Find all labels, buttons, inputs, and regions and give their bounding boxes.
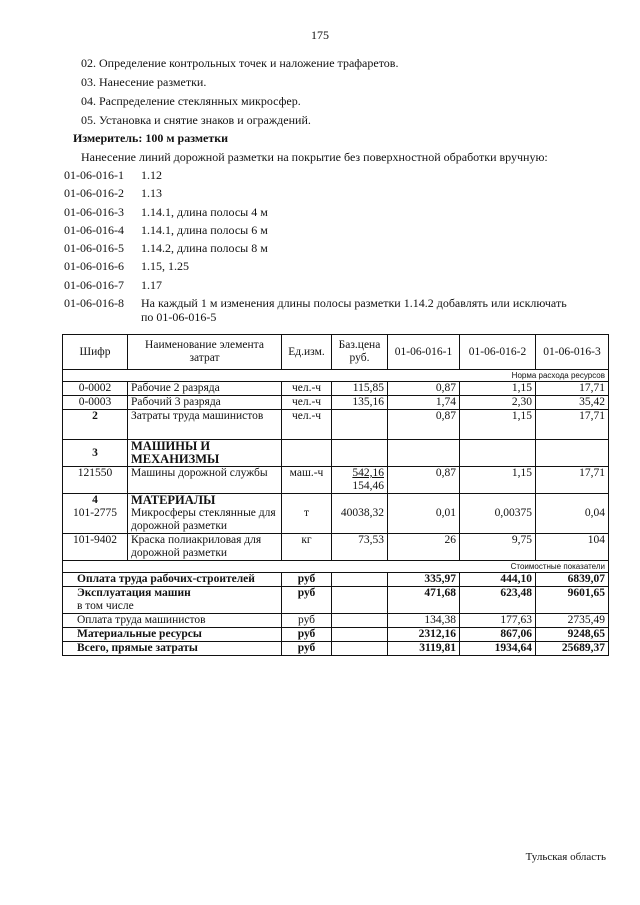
- cost-unit: руб: [282, 587, 332, 614]
- norm-caption: Норма расхода ресурсов: [63, 370, 609, 382]
- cell-v2: 1,15: [460, 410, 536, 440]
- code-5-desc: 1.14.2, длина полосы 8 м: [141, 241, 268, 255]
- section-title: МАШИНЫ И МЕХАНИЗМЫ: [128, 440, 282, 467]
- cell-unit: т: [282, 494, 332, 534]
- cost-unit: руб: [282, 614, 332, 628]
- code-7: 01-06-016-7: [64, 278, 124, 292]
- section-title: МАТЕРИАЛЫ: [131, 493, 216, 507]
- price-main: 542,16: [352, 467, 384, 479]
- cell-name: Рабочий 3 разряда: [128, 396, 282, 410]
- code-7-desc: 1.17: [141, 278, 162, 292]
- code-3: 01-06-016-3: [64, 205, 124, 219]
- cost-name: Оплата труда машинистов: [63, 614, 282, 628]
- cell-v2: 1,15: [460, 382, 536, 396]
- header-code: Шифр: [63, 335, 128, 370]
- norm-caption-row: [63, 370, 609, 382]
- cost-v3: 9601,65: [536, 587, 609, 614]
- code-3-desc: 1.14.1, длина полосы 4 м: [141, 205, 268, 219]
- measure-unit: Измеритель: 100 м разметки: [73, 131, 229, 145]
- cell-name: Микросферы стеклянные для дорожной разметки: [131, 507, 276, 532]
- code-2-desc: 1.13: [141, 186, 162, 200]
- cell-v1: 0,87: [388, 467, 460, 494]
- cost-v3: 2735,49: [536, 614, 609, 628]
- cell-price: [332, 410, 388, 440]
- cell-v1: 1,74: [388, 396, 460, 410]
- step-04: 04. Распределение стеклянных микросфер.: [81, 94, 301, 108]
- cost-v2: 867,06: [460, 628, 536, 642]
- cost-v3: 25689,37: [536, 642, 609, 656]
- cost-name: Оплата труда рабочих-строителей: [63, 573, 282, 587]
- code-6-desc: 1.15, 1.25: [141, 259, 189, 273]
- cell-name: Машины дорожной службы: [128, 467, 282, 494]
- cell-unit: кг: [282, 534, 332, 561]
- cell-code: 0-0002: [63, 382, 128, 396]
- cell-v3: 35,42: [536, 396, 609, 410]
- code-8: 01-06-016-8: [64, 296, 124, 310]
- cell-code: 101-9402: [63, 534, 128, 561]
- cost-unit: руб: [282, 573, 332, 587]
- cell-v2: 9,75: [460, 534, 536, 561]
- intro-text: Нанесение линий дорожной разметки на покрытие без поверхностной обработки вручную:: [81, 150, 548, 164]
- cell-name: Рабочие 2 разряда: [128, 382, 282, 396]
- cost-v2: 444,10: [460, 573, 536, 587]
- code-1: 01-06-016-1: [64, 168, 124, 182]
- cell-price: 40038,32: [332, 494, 388, 534]
- cost-v1: 3119,81: [388, 642, 460, 656]
- code-4: 01-06-016-4: [64, 223, 124, 237]
- table-row: [63, 410, 609, 440]
- resource-table: [62, 334, 609, 656]
- cost-caption: Стоимостные показатели: [63, 561, 609, 573]
- cost-v3: 6839,07: [536, 573, 609, 587]
- cell-v3: 104: [536, 534, 609, 561]
- cost-row: [63, 573, 609, 587]
- code-8-desc: На каждый 1 м изменения длины полосы разметки 1.14.2 добавлять или исключать: [141, 296, 567, 310]
- cost-caption-row: [63, 561, 609, 573]
- code-5: 01-06-016-5: [64, 241, 124, 255]
- code-2: 01-06-016-2: [64, 186, 124, 200]
- cell-unit: чел.-ч: [282, 396, 332, 410]
- header-name: Наименование элемента затрат: [128, 335, 282, 370]
- cell-price: 73,53: [332, 534, 388, 561]
- cell-v1: 0,01: [388, 494, 460, 534]
- region-footer: Тульская область: [525, 851, 606, 863]
- cost-v1: 335,97: [388, 573, 460, 587]
- table-row: [63, 534, 609, 561]
- price-sub: 154,46: [352, 480, 384, 492]
- section-row-materials: [63, 494, 609, 534]
- header-unit: Ед.изм.: [282, 335, 332, 370]
- cost-sub: в том числе: [77, 600, 134, 612]
- cell-v2: 0,00375: [460, 494, 536, 534]
- cell-name: Краска полиакриловая для дорожной разметки: [128, 534, 282, 561]
- section-num: 3: [63, 440, 128, 467]
- header-base-price: Баз.цена руб.: [332, 335, 388, 370]
- cost-v1: 134,38: [388, 614, 460, 628]
- cell-unit: чел.-ч: [282, 410, 332, 440]
- table-header-row: [63, 335, 609, 370]
- cell-v2: 1,15: [460, 467, 536, 494]
- section-row-machines: [63, 440, 609, 467]
- cell-code: 121550: [63, 467, 128, 494]
- cell-v2: 2,30: [460, 396, 536, 410]
- cost-v1: 2312,16: [388, 628, 460, 642]
- cell-unit: чел.-ч: [282, 382, 332, 396]
- cost-row: [63, 614, 609, 628]
- cost-unit: руб: [282, 642, 332, 656]
- cell-v3: 17,71: [536, 382, 609, 396]
- cost-name: Эксплуатация машин: [77, 587, 191, 599]
- cost-row: [63, 628, 609, 642]
- cell-code: 2: [63, 410, 128, 440]
- cell-v3: 17,71: [536, 410, 609, 440]
- cost-v2: 1934,64: [460, 642, 536, 656]
- code-4-desc: 1.14.1, длина полосы 6 м: [141, 223, 268, 237]
- cell-v3: 0,04: [536, 494, 609, 534]
- cost-row: [63, 642, 609, 656]
- table-row: [63, 382, 609, 396]
- code-8-desc-cont: по 01-06-016-5: [141, 310, 217, 324]
- cell-v3: 17,71: [536, 467, 609, 494]
- cell-price: 135,16: [332, 396, 388, 410]
- cell-v1: 0,87: [388, 410, 460, 440]
- step-05: 05. Установка и снятие знаков и ограждений.: [81, 113, 311, 127]
- cost-unit: руб: [282, 628, 332, 642]
- header-col-2: 01-06-016-2: [460, 335, 536, 370]
- cost-v2: 177,63: [460, 614, 536, 628]
- section-num: 4: [92, 494, 98, 506]
- cost-v2: 623,48: [460, 587, 536, 614]
- header-col-3: 01-06-016-3: [536, 335, 609, 370]
- step-03: 03. Нанесение разметки.: [81, 75, 207, 89]
- cell-v1: 26: [388, 534, 460, 561]
- cost-name: Всего, прямые затраты: [63, 642, 282, 656]
- cost-row: [63, 587, 609, 614]
- cell-name: Затраты труда машинистов: [128, 410, 282, 440]
- cell-code: 101-2775: [72, 507, 118, 519]
- step-02: 02. Определение контрольных точек и наложение трафаретов.: [81, 56, 399, 70]
- table-row: [63, 396, 609, 410]
- cost-v1: 471,68: [388, 587, 460, 614]
- cell-price: 115,85: [332, 382, 388, 396]
- table-row: [63, 467, 609, 494]
- cell-v1: 0,87: [388, 382, 460, 396]
- cell-price: [332, 467, 388, 494]
- cell-code: 0-0003: [63, 396, 128, 410]
- cell-unit: маш.-ч: [282, 467, 332, 494]
- page-number: 175: [311, 28, 329, 42]
- header-col-1: 01-06-016-1: [388, 335, 460, 370]
- code-6: 01-06-016-6: [64, 259, 124, 273]
- cost-name: Материальные ресурсы: [63, 628, 282, 642]
- code-1-desc: 1.12: [141, 168, 162, 182]
- cost-v3: 9248,65: [536, 628, 609, 642]
